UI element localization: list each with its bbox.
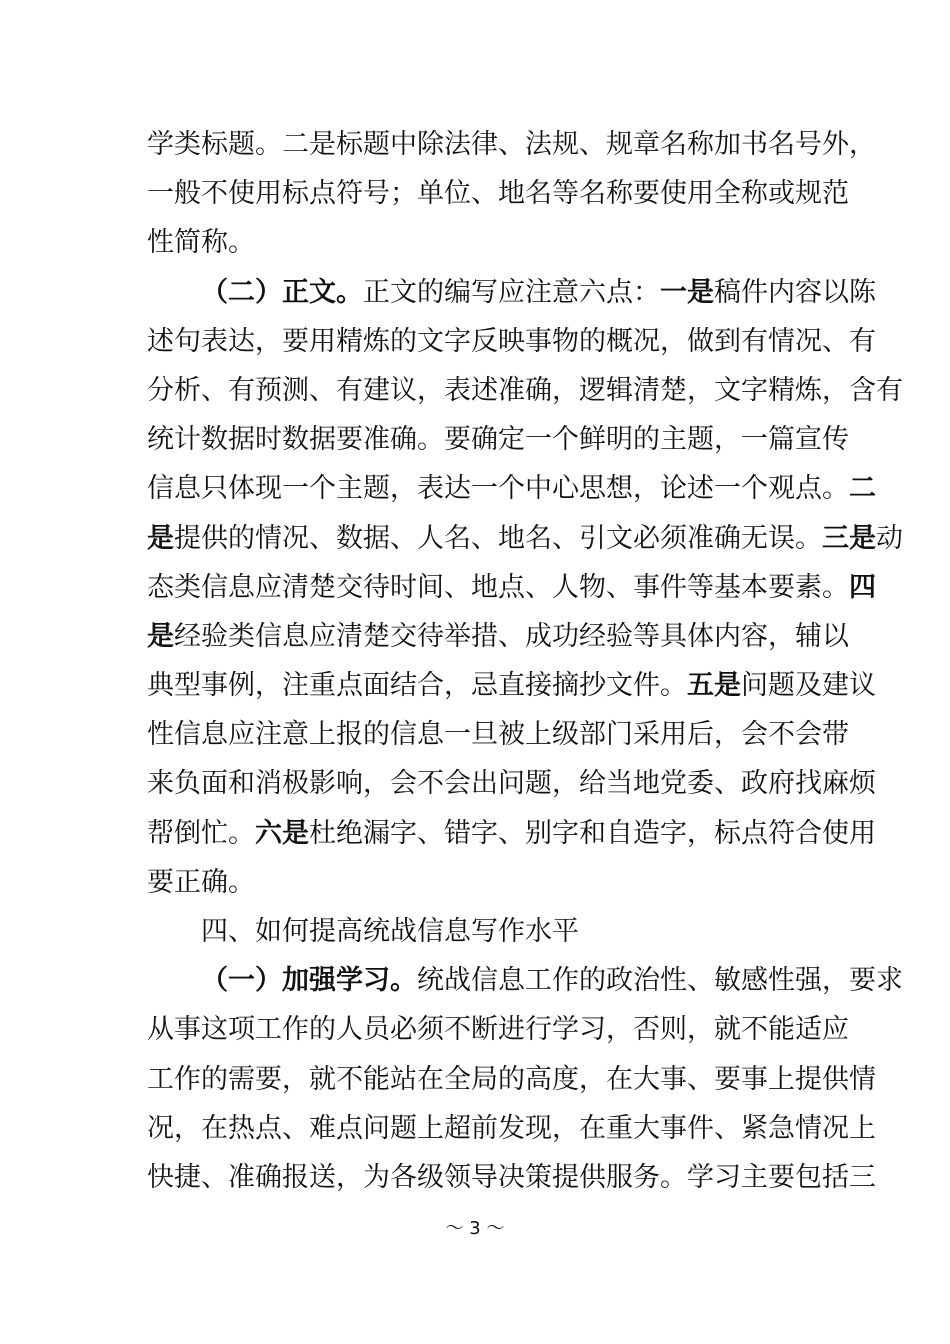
- point-three-label: 三是: [822, 522, 876, 554]
- paragraph-2-line-7: [147, 563, 876, 612]
- paragraph-2-line-5: [147, 464, 876, 513]
- paragraph-1-line-2: 一般不使用标点符号；单位、地名等名称要使用全称或规范: [147, 178, 849, 210]
- paragraph-2-line-13: 要正确。: [147, 866, 255, 898]
- text-run: 问题及建议: [741, 670, 876, 702]
- text-run: 稿件内容以陈: [714, 276, 876, 308]
- paragraph-1-line-1: 学类标题。二是标题中除法律、法规、规章名称加书名号外，: [147, 129, 876, 160]
- paragraph-3-line-5: 快捷、准确报送，为各级领导决策提供服务。学习主要包括三: [147, 1161, 876, 1193]
- paragraph-2-line-9: [147, 661, 876, 710]
- page-number: ～ 3 ～: [445, 1218, 505, 1239]
- point-four-label-start: 四: [849, 571, 876, 603]
- text-run: 典型事例，注重点面结合，忌直接摘抄文件。: [147, 670, 687, 702]
- text-run: 杜绝漏字、错字、别字和自造字，标点符合使用: [309, 817, 876, 849]
- paragraph-3-line-1: [147, 956, 903, 1005]
- paragraph-2-line-1: [147, 268, 876, 317]
- section-heading-4: 四、如何提高统战信息写作水平: [201, 916, 579, 947]
- text-run: 信息只体现一个主题，表达一个中心思想，论述一个观点。: [147, 473, 849, 505]
- paragraph-3-line-2: 从事这项工作的人员必须不断进行学习，否则，就不能适应: [147, 1014, 849, 1046]
- paragraph-2-line-3: 分析、有预测、有建议，表述准确，逻辑清楚，文字精炼，含有: [147, 374, 903, 406]
- subsection-lead-study: （一）加强学习。: [201, 965, 417, 997]
- text-run: 经验类信息应清楚交待举措、成功经验等具体内容，辅以: [174, 620, 849, 652]
- paragraph-2-line-2: 述句表达，要用精炼的文字反映事物的概况，做到有情况、有: [147, 325, 876, 357]
- paragraph-2-line-4: 统计数据时数据要准确。要确定一个鲜明的主题，一篇宣传: [147, 424, 849, 456]
- paragraph-2-line-6: [147, 514, 903, 563]
- paragraph-3-line-3: 工作的需要，就不能站在全局的高度，在大事、要事上提供情: [147, 1063, 876, 1095]
- point-two-label-start: 二: [849, 473, 876, 505]
- text-run: 态类信息应清楚交待时间、地点、人物、事件等基本要素。: [147, 571, 849, 603]
- section-lead-zhengwen: （二）正文。: [201, 276, 363, 308]
- paragraph-2-line-12: [147, 809, 876, 858]
- text-run: 动: [876, 522, 903, 554]
- text-run: 提供的情况、数据、人名、地名、引文必须准确无误。: [174, 522, 822, 554]
- text-run: 帮倒忙。: [147, 817, 255, 849]
- point-four-label-end: 是: [147, 620, 174, 652]
- point-two-label-end: 是: [147, 522, 174, 554]
- text-run: 正文的编写应注意六点：: [363, 276, 660, 308]
- paragraph-2-line-8: [147, 612, 849, 661]
- paragraph-2-line-10: 性信息应注意上报的信息一旦被上级部门采用后，会不会带: [147, 719, 849, 751]
- text-run: 统战信息工作的政治性、敏感性强，要求: [417, 965, 903, 997]
- point-one-label: 一是: [660, 276, 714, 308]
- document-body: [147, 120, 903, 1202]
- paragraph-2-line-11: 来负面和消极影响，会不会出问题，给当地党委、政府找麻烦: [147, 768, 876, 800]
- point-six-label: 六是: [255, 817, 309, 849]
- paragraph-1-line-3: 性简称。: [147, 227, 255, 259]
- point-five-label: 五是: [687, 670, 741, 702]
- paragraph-3-line-4: 况，在热点、难点问题上超前发现，在重大事件、紧急情况上: [147, 1112, 876, 1144]
